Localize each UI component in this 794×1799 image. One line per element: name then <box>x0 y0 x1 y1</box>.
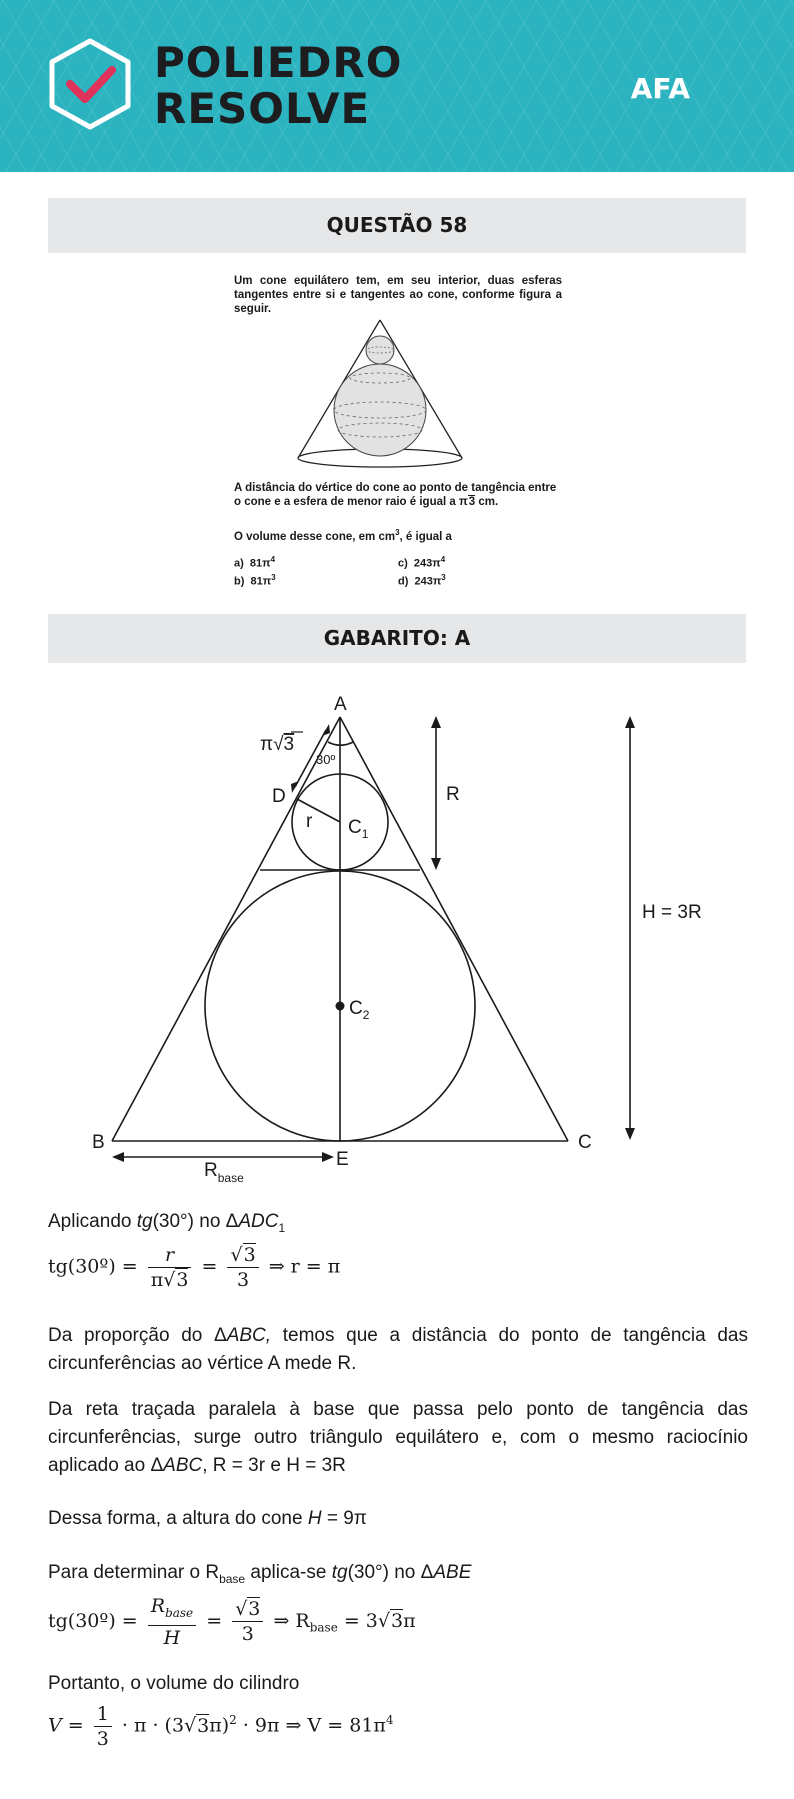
exam-name: AFA <box>630 72 690 105</box>
equation-2: tg(30º) = $\frac{R_{base}}{H}$ = $\frac{√3}{3}$ ⇒ $R_{base} = 3√3\pi$ <box>48 1595 416 1649</box>
brand-name <box>154 40 402 132</box>
solution-step-1: Aplicando tg(30°) no $\Delta ADC_1$ <box>48 1211 286 1235</box>
brand-line-2: RESOLVE <box>154 84 371 133</box>
label-angle: 30º <box>316 752 336 767</box>
label-C1: $C_1$ <box>348 817 369 841</box>
option-c[interactable]: c) $243\pi^4$ <box>398 555 446 570</box>
check-hexagon-icon <box>48 38 132 130</box>
solution-step-5: Para determinar o $R_{base}$ aplica-se tg(30°) no ΔABE <box>48 1562 472 1586</box>
cone-figure <box>290 318 470 470</box>
question-title: QUESTÃO 58 <box>48 198 746 253</box>
label-E: E <box>336 1149 349 1170</box>
option-b[interactable]: b) $81\pi^3$ <box>234 572 276 588</box>
option-d[interactable]: d) $243\pi^3$ <box>398 572 446 588</box>
label-C: C <box>578 1132 592 1153</box>
solution-diagram <box>0 680 794 1200</box>
label-B: B <box>92 1132 105 1153</box>
question-distance: A distância do vértice do cone ao ponto de tangência entre o cone e a esfera de menor raio é igual a π3 cm. <box>234 482 557 508</box>
label-C2: $C_2$ <box>349 998 370 1022</box>
brand-line-1: POLIEDRO <box>154 38 403 87</box>
solution-step-4: Dessa forma, a altura do cone H = 9π <box>48 1508 367 1529</box>
solution-step-2: Da proporção do ΔABC, temos que a distância do ponto de tangência das circunferências ao vértice A mede R. <box>48 1325 748 1374</box>
label-H: H = 3R <box>642 902 702 923</box>
label-r: r <box>306 811 313 832</box>
equation-3: V = $\frac{1}{3}$ · $\pi \cdot (3√3\pi)^2 \cdot 9\pi$ ⇒ $V = 81\pi^4$ <box>48 1703 394 1750</box>
label-A: A <box>334 694 347 715</box>
question-volume: O volume desse cone, em $cm^3$, é igual a <box>234 528 452 543</box>
equation-1: tg(30º) = $\frac{r}{\pi√3}$ = $\frac{√3}{3}$ ⇒ r = π <box>48 1244 341 1291</box>
solution-step-3: Da reta traçada paralela à base que passa pelo ponto de tangência das circunferências, surge outro triângulo equilátero e, com o mesmo raciocínio aplicado ao ΔABC, R = 3r e H = 3R <box>48 1399 748 1476</box>
question-intro: Um cone equilátero tem, em seu interior, duas esferas tangentes entre si e tangentes ao cone, conforme figura a seguir. <box>234 275 562 315</box>
answer-title: GABARITO: A <box>48 614 746 663</box>
label-D: D <box>272 786 286 807</box>
label-pi-sqrt3: π√3 <box>260 734 295 755</box>
solution-step-6: Portanto, o volume do cilindro <box>48 1673 300 1694</box>
label-Rbase: $R_{base}$ <box>204 1160 244 1185</box>
page-header <box>0 0 794 172</box>
label-R: R <box>446 784 460 805</box>
option-a[interactable]: a) $81\pi^4$ <box>234 555 276 570</box>
